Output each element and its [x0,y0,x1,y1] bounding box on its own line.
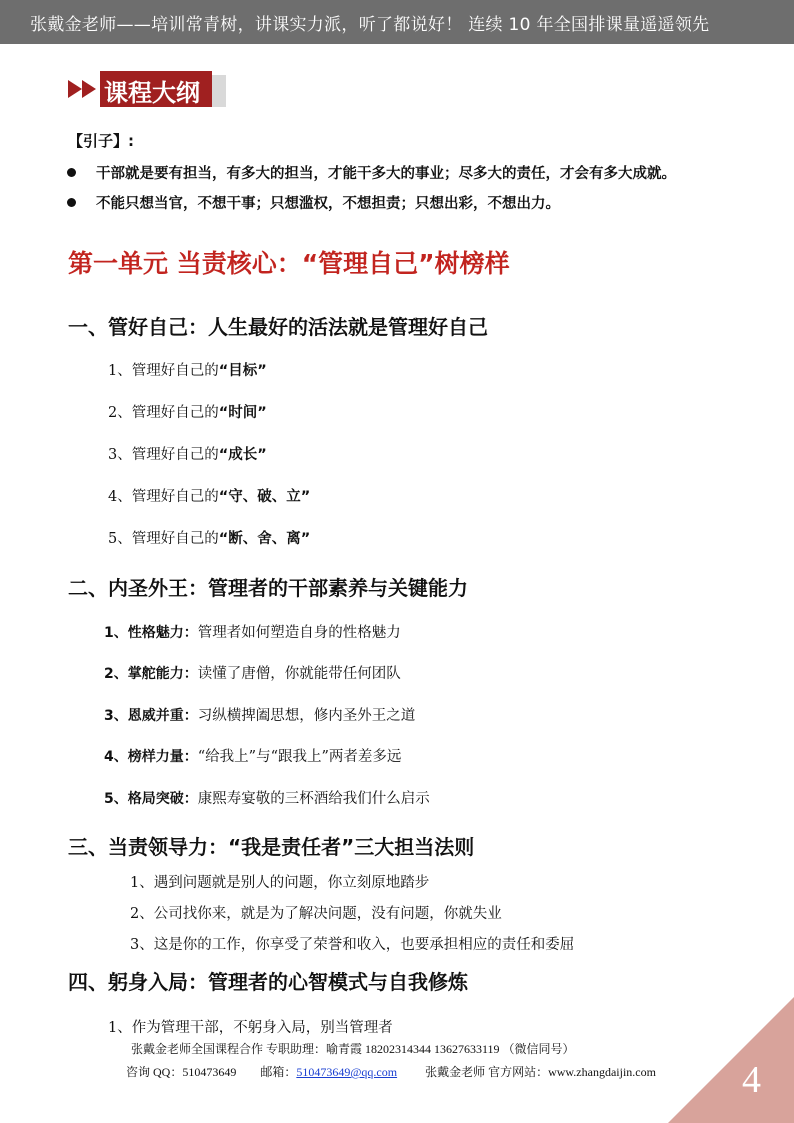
bullet-dot-icon [67,168,76,177]
footer-contact: 张戴金老师全国课程合作 专职助理：喻青霞 18202314344 13627633119 （微信同号） [131,1042,575,1056]
list-item: 1、管理好自己的“目标” [108,363,267,379]
list-item: 3、管理好自己的“成长” [108,447,267,463]
list-item: 4、管理好自己的“守、破、立” [108,489,311,505]
footer-info [126,1063,656,1080]
list-item: 3、恩威并重：习纵横捭阖思想，修内圣外王之道 [104,708,416,724]
section-heading-label: 课程大纲 [104,79,200,107]
section-heading [68,68,226,110]
part-heading: 四、躬身入局：管理者的心智模式与自我修炼 [68,970,468,994]
intro-bullet: 干部就是要有担当，有多大的担当，才能干多大的事业；尽多大的责任，才会有多大成就。 [96,166,676,182]
list-item: 2、管理好自己的“时间” [108,405,267,421]
list-item: 1、遇到问题就是别人的问题，你立刻原地踏步 [130,875,430,891]
corner-decoration [668,997,794,1123]
list-item: 4、榜样力量：“给我上”与“跟我上”两者差多远 [104,749,402,765]
footer-qq: 咨询 QQ：510473649 [126,1065,237,1079]
list-item: 1、性格魅力：管理者如何塑造自身的性格魅力 [104,625,401,641]
part-heading: 二、内圣外王：管理者的干部素养与关键能力 [68,576,468,600]
intro-bullet: 不能只想当官，不想干事；只想滥权，不想担责；只想出彩，不想出力。 [96,196,560,212]
footer-email-link[interactable]: 510473649@qq.com [296,1065,398,1079]
list-item: 2、掌舵能力：读懂了唐僧，你就能带任何团队 [104,666,401,682]
bullet-dot-icon [67,198,76,207]
list-item: 3、这是你的工作，你享受了荣誉和收入，也要承担相应的责任和委屈 [130,937,575,953]
list-item: 2、公司找你来，就是为了解决问题，没有问题，你就失业 [130,906,502,922]
double-arrow-icon [68,80,98,98]
page-number: 4 [742,1059,761,1101]
unit-title: 第一单元 当责核心：“管理自己”树榜样 [68,249,510,278]
top-banner [0,0,794,44]
list-item: 5、管理好自己的“断、舍、离” [108,531,311,547]
footer-site: 张戴金老师 官方网站：www.zhangdaijin.com [425,1065,656,1079]
part-heading: 三、当责领导力：“我是责任者”三大担当法则 [68,835,475,859]
footer-email-label: 邮箱： [260,1065,297,1079]
section-heading-shadow [212,75,226,107]
intro-label: 【引子】: [68,132,134,150]
list-item: 5、格局突破：康熙寿宴敬的三杯酒给我们什么启示 [104,791,430,807]
banner-text: 张戴金老师——培训常青树，讲课实力派，听了都说好！ 连续 10 年全国排课量遥遥领先 [30,15,710,35]
part-heading: 一、管好自己：人生最好的活法就是管理好自己 [68,315,488,339]
list-item: 1、作为管理干部，不躬身入局，别当管理者 [108,1020,393,1036]
